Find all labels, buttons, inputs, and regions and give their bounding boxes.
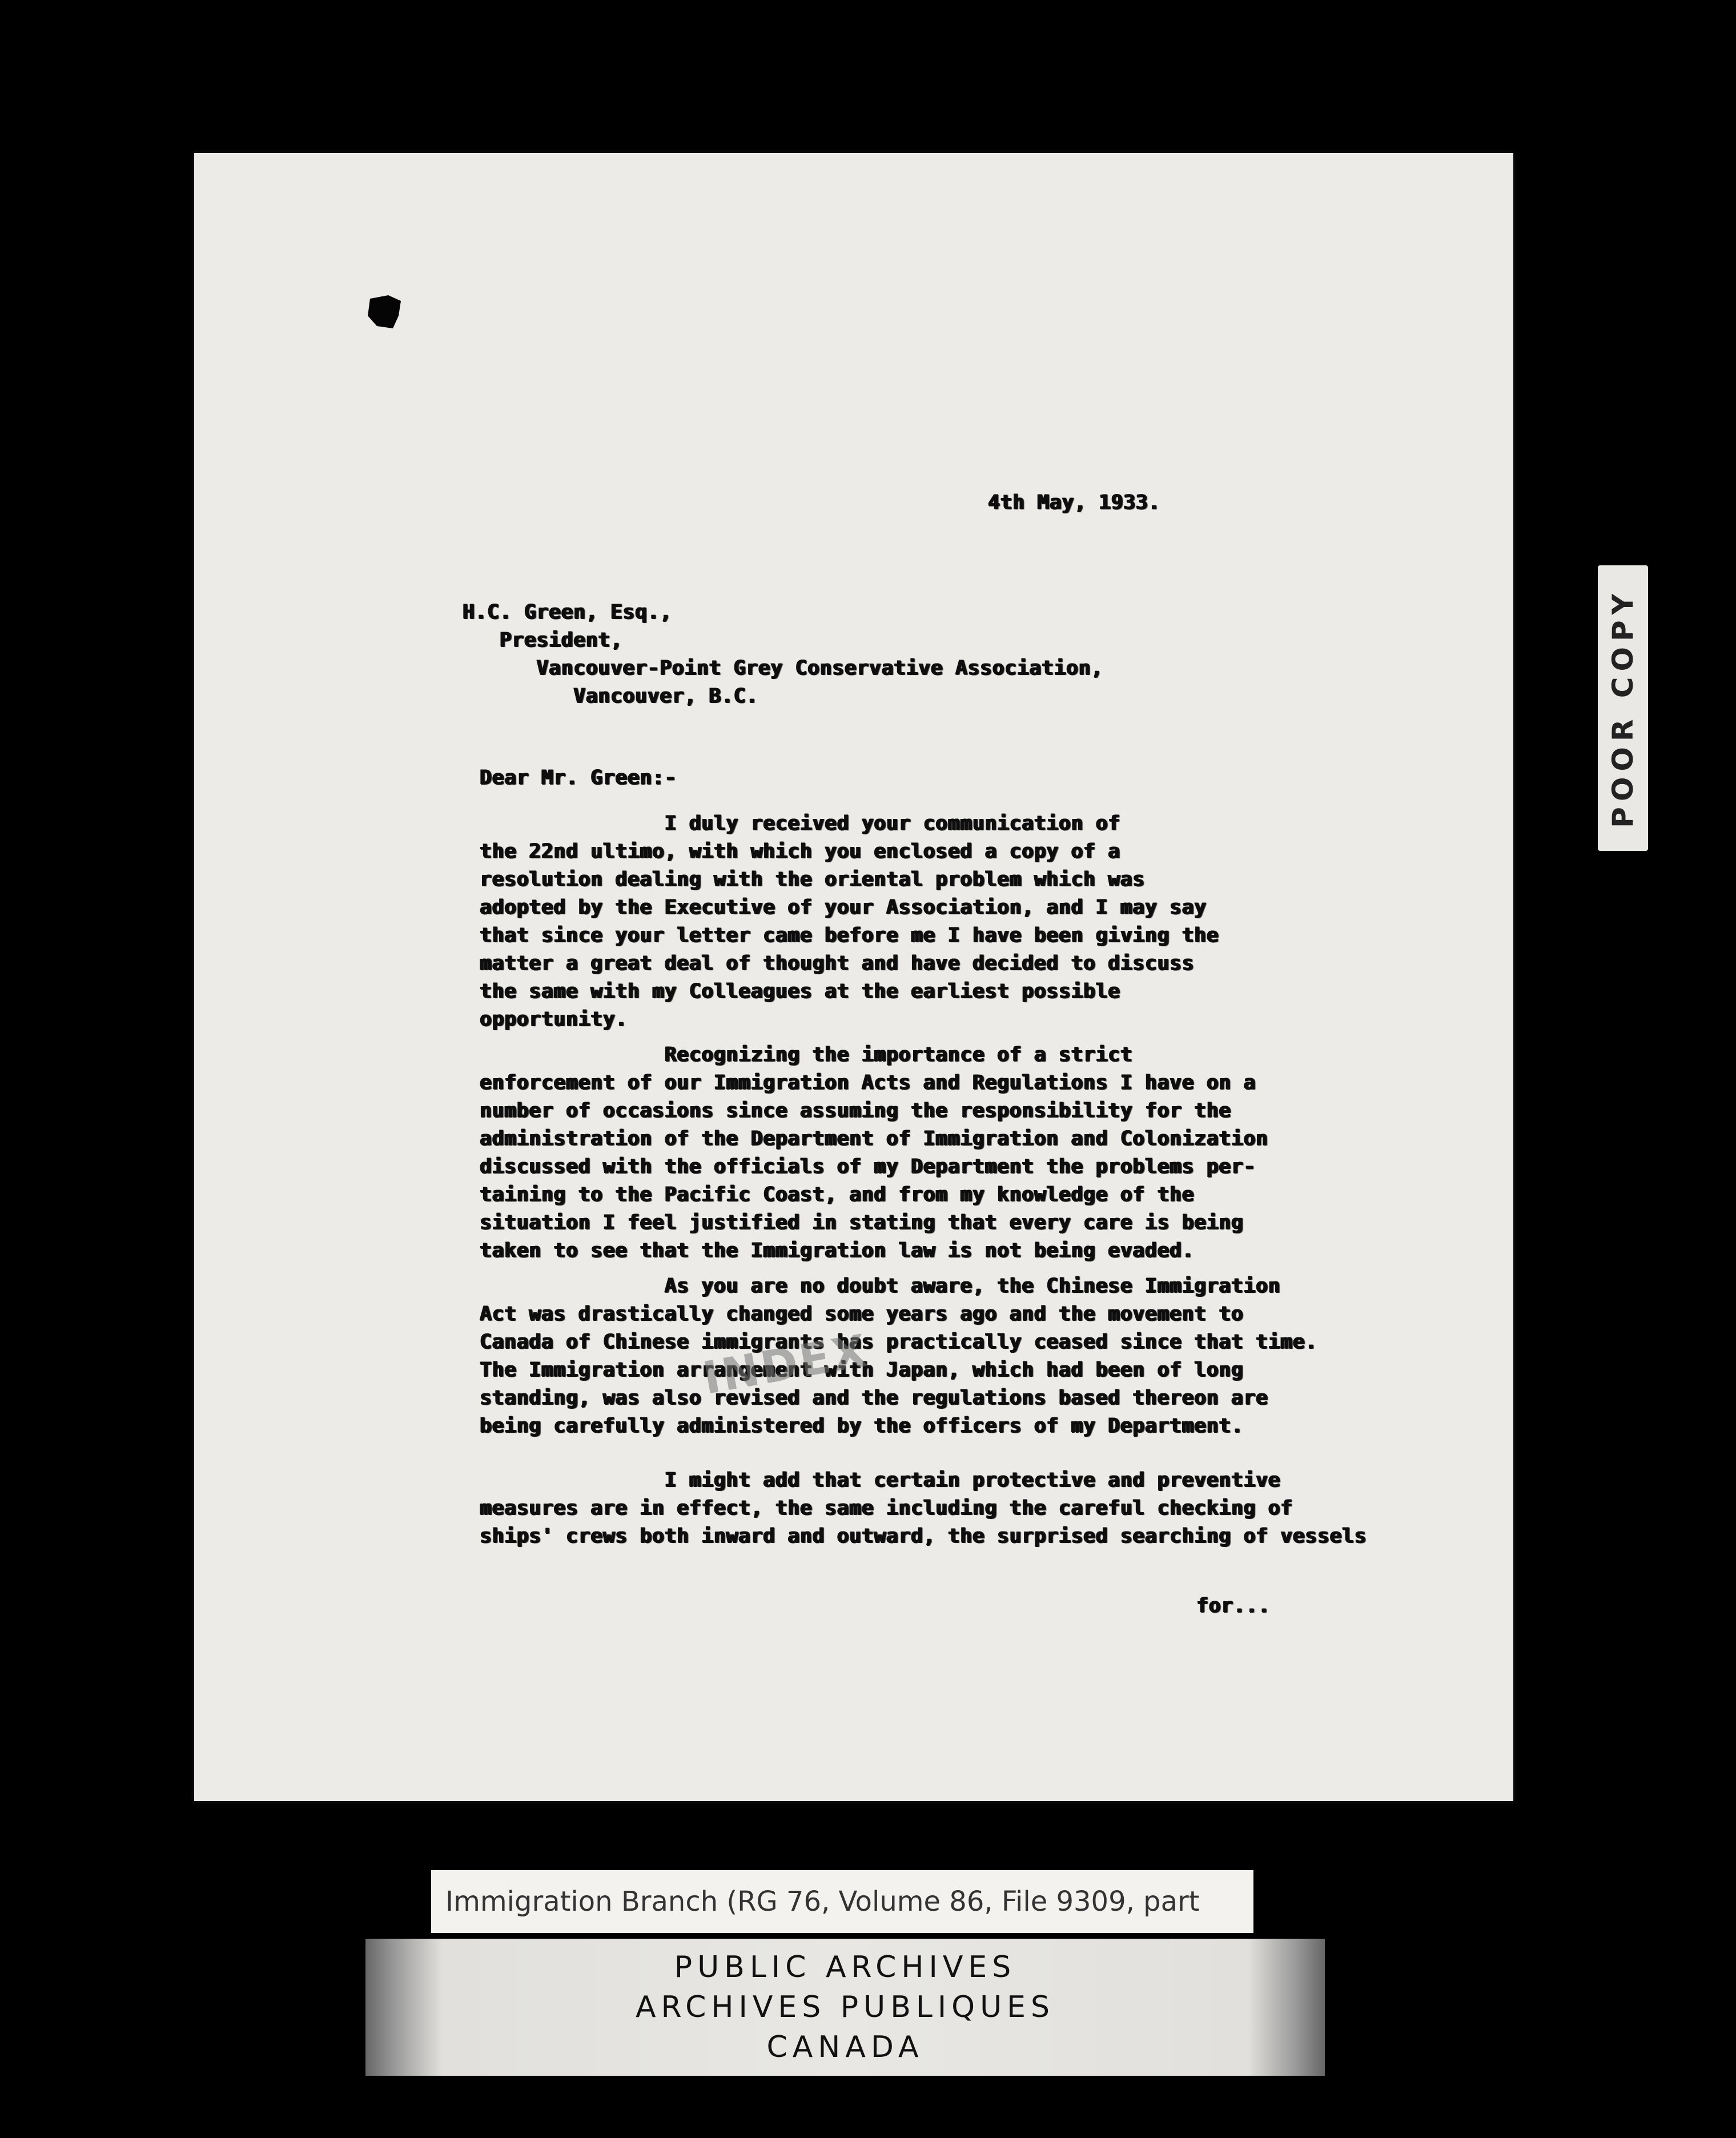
letter-page	[194, 153, 1513, 1801]
paragraph-2: Recognizing the importance of a strict enforcement of our Immigration Acts and Regulations I have on a number of occasions since assuming the responsibility for the administration of the Department of Immigration and Colonization discussed with the officials of my Department the problems per- taining to the Pacific Coast, and from my knowledge of the situation I feel justified in stating that every care is being taken to see that the Immigration law is not being evaded.	[480, 1043, 1268, 1262]
salutation: Dear Mr. Green:-	[480, 766, 677, 789]
paragraph-1: I duly received your communication of the 22nd ultimo, with which you enclosed a copy of a resolution dealing with the oriental problem which was adopted by the Executive of your Association, and I may say that since your letter came before me I have been giving the matter a great deal of thought and have decided to discuss the same with my Colleagues at the earliest possible opportunity.	[480, 812, 1219, 1031]
archive-label-line-3: CANADA	[766, 2030, 924, 2064]
poor-copy-tag	[1598, 565, 1648, 851]
index-stamp: INDEX	[699, 1325, 873, 1405]
poor-copy-label: POOR COPY	[1606, 588, 1639, 828]
letter-date: 4th May, 1933.	[988, 491, 1161, 514]
ink-blot-icon	[365, 293, 405, 330]
reference-label: Immigration Branch (RG 76, Volume 86, File 9309, part	[431, 1870, 1253, 1933]
archive-label	[365, 1939, 1325, 2076]
archive-label-line-2: ARCHIVES PUBLIQUES	[635, 1990, 1055, 2024]
paragraph-3: As you are no doubt aware, the Chinese Immigration Act was drastically changed some years ago and the movement to Canada of Chinese immigrants has practically ceased since that time. The Immigration arrangement with Japan, which had been of long standing, was also revised and the regulations based thereon are being carefully administered by the officers of my Department.	[480, 1275, 1317, 1437]
recipient-address: H.C. Green, Esq., President, Vancouver-Point Grey Conservative Association, Vancouver, B.C.	[463, 601, 1103, 708]
archive-label-line-1: PUBLIC ARCHIVES	[674, 1950, 1016, 1984]
continuation-mark: for...	[1196, 1594, 1271, 1617]
paragraph-4: I might add that certain protective and preventive measures are in effect, the same including the careful checking of ships' crews both inward and outward, the surprised searching of vessels	[480, 1469, 1367, 1548]
